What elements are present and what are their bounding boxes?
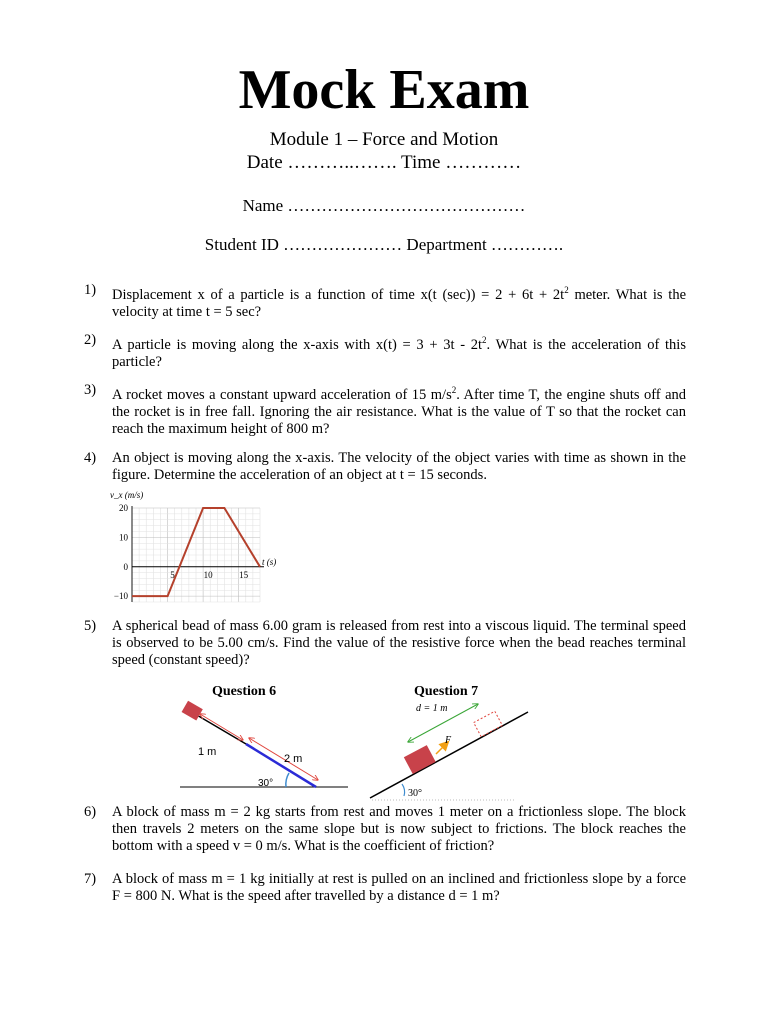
angle-arc bbox=[286, 773, 289, 787]
date-time-line: Date ………..……. Time ………… bbox=[246, 152, 522, 173]
two-meter-label: 2 m bbox=[284, 753, 303, 765]
question-text: A block of mass m = 2 kg starts from rest and moves 1 meter on a frictionless slope. The block then travels 2 meters on the same slope but is now subject to frictions. The block reaches the bottom with a speed v = 0 m/s. What is the coefficient of friction? bbox=[112, 804, 686, 854]
question-6-figure-label: Question 6 bbox=[212, 684, 277, 699]
graph-x-axis-label: t (s) bbox=[262, 557, 277, 567]
x-tick-label: 10 bbox=[203, 569, 213, 580]
question-6-incline-diagram bbox=[176, 700, 352, 800]
question-7-figure-label: Question 7 bbox=[414, 684, 479, 699]
question-number: 1) bbox=[84, 282, 97, 298]
question-number: 3) bbox=[84, 382, 97, 398]
question-text: A block of mass m = 1 kg initially at rest is pulled on an inclined and frictionless slope by a force F = 800 N. What is the speed after travelled by a distance d = 1 m? bbox=[112, 871, 686, 904]
question-number: 2) bbox=[84, 332, 97, 348]
question-text: Displacement x of a particle is a function of time x(t $(\sec)) = 2 + 6t + 2t^2$ meter. What is the velocity at time t = 5 sec? bbox=[112, 285, 687, 320]
question-text: An object is moving along the x-axis. The velocity of the object varies with time as shown in the figure. Determine the acceleration of an object at t = 15 seconds. bbox=[112, 450, 686, 483]
question-text: A spherical bead of mass 6.00 gram is released from rest into a viscous liquid. The terminal speed is observed to be 5.00 cm/s. Find the value of the resistive force when the bead reaches terminal speed (constant speed)? bbox=[112, 618, 686, 668]
exam-title: Mock Exam bbox=[238, 59, 530, 121]
graph-grid bbox=[132, 508, 260, 602]
incline-line bbox=[370, 712, 528, 798]
friction-slope-segment bbox=[246, 744, 316, 787]
block-final-position bbox=[474, 711, 503, 736]
question-number: 6) bbox=[84, 804, 97, 820]
graph-y-axis-label: v_x (m/s) bbox=[110, 490, 144, 500]
block bbox=[182, 701, 203, 721]
y-tick-label: 20 bbox=[119, 503, 128, 513]
y-tick-label: 0 bbox=[123, 561, 128, 572]
angle-arc bbox=[402, 784, 405, 796]
velocity-time-graph bbox=[100, 488, 290, 610]
distance-label: d = 1 m bbox=[416, 703, 448, 714]
one-meter-arrow bbox=[200, 714, 243, 740]
module-line: Module 1 – Force and Motion bbox=[269, 129, 499, 150]
force-label: F bbox=[445, 735, 452, 746]
question-text: A rocket moves a constant upward acceleration of 15 $m/s^2$. After time T, the engine shuts off and the rocket is in free fall. Ignoring the air resistance. What is the value of T so that the rocket can reach the maximum height of 800 m? bbox=[112, 385, 687, 437]
angle-label: 30° bbox=[408, 788, 422, 799]
name-line: Name …………………………………… bbox=[242, 196, 526, 215]
block bbox=[404, 745, 436, 774]
y-tick-label: 10 bbox=[119, 532, 128, 543]
x-tick-label: 15 bbox=[239, 569, 249, 580]
question-number: 5) bbox=[84, 618, 97, 634]
angle-label: 30° bbox=[258, 778, 274, 789]
question-7-incline-diagram bbox=[366, 698, 534, 804]
question-number: 7) bbox=[84, 871, 97, 887]
question-number: 4) bbox=[84, 450, 97, 466]
one-meter-label: 1 m bbox=[198, 746, 217, 758]
x-tick-label: 5 bbox=[170, 569, 175, 580]
question-text: A particle is moving along the x-axis with $x(t) = 3 + 3t - 2t^2$. What is the acceleration of this particle? bbox=[112, 335, 686, 370]
student-department-line: Student ID ………………… Department …………. bbox=[204, 235, 564, 254]
y-tick-label: −10 bbox=[113, 591, 128, 602]
